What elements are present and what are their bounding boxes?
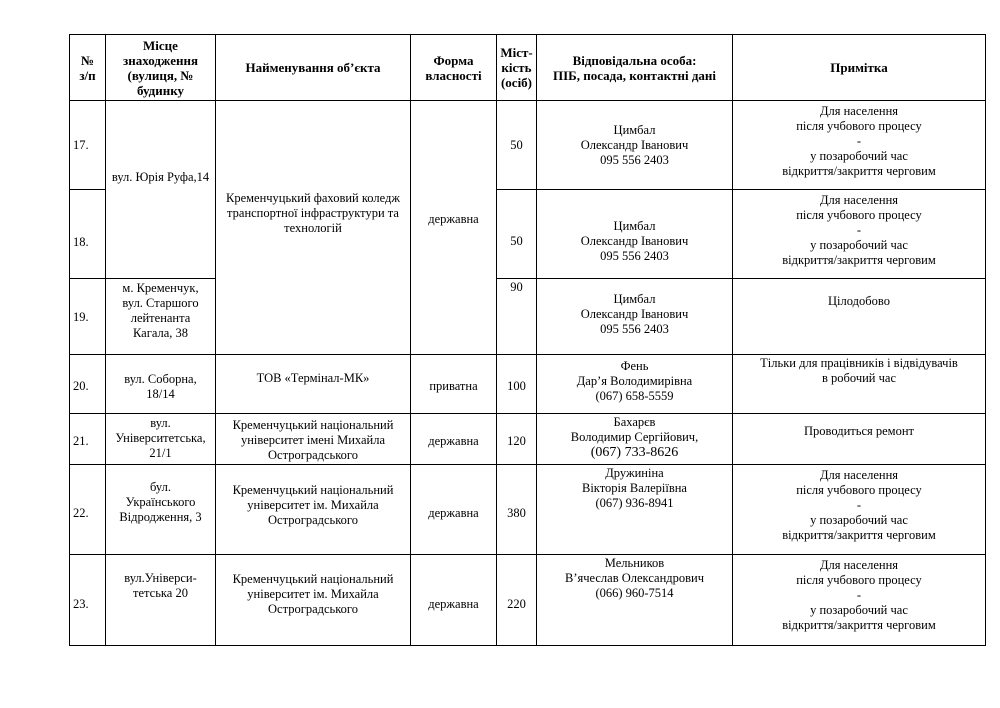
ownership-cell: державна — [411, 101, 497, 355]
note-cell: Цілодобово — [733, 279, 986, 355]
note-cell: Для населення після учбового процесу - у позаробочий час відкриття/закриття черговим — [733, 190, 986, 279]
location-text: вул. Юрія Руфа,14 — [111, 170, 210, 184]
header-name: Найменування об’єкта — [216, 35, 411, 101]
capacity-cell: 220 — [497, 555, 537, 646]
ownership-cell: державна — [411, 465, 497, 555]
row-num: 22. — [70, 465, 106, 555]
header-location: Місце знаходження (вулиця, № будинку — [106, 35, 216, 101]
object-name-cell: Кременчуцький національний університет ім. Михайла Остроградського — [216, 555, 411, 646]
row-num: 23. — [70, 555, 106, 646]
object-name-cell: Кременчуцький національний університет імені Михайла Остроградського — [216, 414, 411, 465]
capacity-cell: 380 — [497, 465, 537, 555]
capacity-cell: 120 — [497, 414, 537, 465]
row-num: 18. — [70, 190, 106, 279]
ownership-cell: приватна — [411, 355, 497, 414]
note-cell: Для населення після учбового процесу - у позаробочий час відкриття/закриття черговим — [733, 101, 986, 190]
row-num: 19. — [70, 279, 106, 355]
person-cell: Бахарєв Володимир Сергійович, (067) 733-8626 — [537, 414, 733, 465]
location-cell: м. Кременчук, вул. Старшого лейтенанта Кагала, 38 — [106, 279, 216, 355]
table-row — [70, 355, 986, 414]
person-cell: Цимбал Олександр Іванович 095 556 2403 — [537, 279, 733, 355]
header-ownership: Форма власності — [411, 35, 497, 101]
header-row — [70, 35, 986, 101]
row-num: 17. — [70, 101, 106, 190]
note-cell: Проводиться ремонт — [733, 414, 986, 465]
header-note: Примітка — [733, 35, 986, 101]
person-cell: Фень Дар’я Володимирівна (067) 658-5559 — [537, 355, 733, 414]
capacity-cell: 100 — [497, 355, 537, 414]
table-row — [70, 555, 986, 646]
table-row — [70, 279, 986, 355]
capacity-cell: 50 — [497, 190, 537, 279]
facilities-table — [69, 34, 986, 646]
location-cell: вул. Університетська, 21/1 — [106, 414, 216, 465]
table-row — [70, 414, 986, 465]
header-num: № з/п — [70, 35, 106, 101]
object-name-cell: ТОВ «Термінал-МК» — [216, 355, 411, 414]
object-name-cell: Кременчуцький національний університет ім. Михайла Остроградського — [216, 465, 411, 555]
ownership-cell: державна — [411, 414, 497, 465]
note-cell: Тільки для працівників і відвідувачів в робочий час — [733, 355, 986, 414]
header-person: Відповідальна особа: ПІБ, посада, контактні дані — [537, 35, 733, 101]
row-num: 21. — [70, 414, 106, 465]
table-row — [70, 101, 986, 190]
person-cell: Цимбал Олександр Іванович 095 556 2403 — [537, 190, 733, 279]
capacity-cell: 90 — [497, 279, 537, 355]
capacity-cell: 50 — [497, 101, 537, 190]
person-cell: Мельников В’ячеслав Олександрович (066) 960-7514 — [537, 555, 733, 646]
header-capacity: Міст- кість (осіб) — [497, 35, 537, 101]
note-cell: Для населення після учбового процесу - у позаробочий час відкриття/закриття черговим — [733, 555, 986, 646]
note-cell: Для населення після учбового процесу - у позаробочий час відкриття/закриття черговим — [733, 465, 986, 555]
person-cell: Цимбал Олександр Іванович 095 556 2403 — [537, 101, 733, 190]
location-cell: вул. Соборна, 18/14 — [106, 355, 216, 414]
table-row — [70, 465, 986, 555]
location-cell: вул.Універси- тетська 20 — [106, 555, 216, 646]
location-cell: бул. Українського Відродження, 3 — [106, 465, 216, 555]
location-cell — [106, 101, 216, 279]
person-cell: Дружиніна Вікторія Валеріївна (067) 936-8941 — [537, 465, 733, 555]
ownership-cell: державна — [411, 555, 497, 646]
row-num: 20. — [70, 355, 106, 414]
object-name-cell: Кременчуцький фаховий коледж транспортної інфраструктури та технологій — [216, 101, 411, 355]
